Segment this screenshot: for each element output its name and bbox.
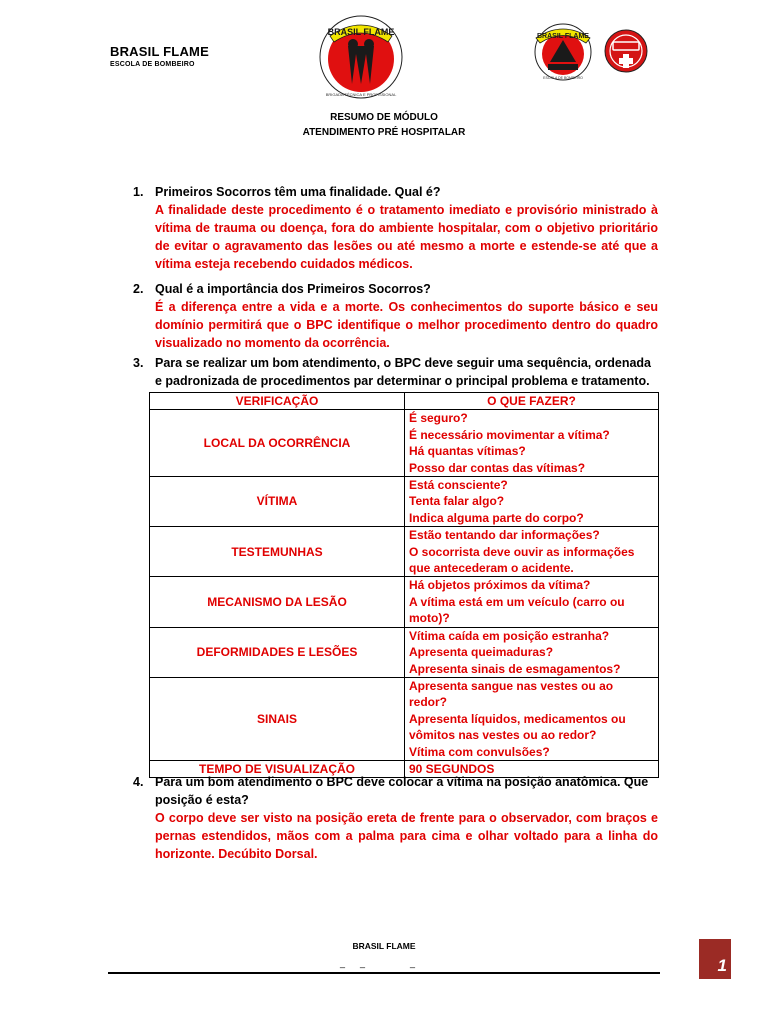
table-row: [150, 477, 659, 527]
row-item: Apresenta sangue nas vestes ou ao redor?: [409, 678, 614, 710]
row-item: Estão tentando dar informações?: [409, 528, 600, 543]
row-item: Apresenta queimaduras?: [409, 645, 554, 660]
table-header: O QUE FAZER?: [405, 393, 659, 410]
document-title-line2: ATENDIMENTO PRÉ HOSPITALAR: [302, 127, 466, 138]
table-header-row: [150, 393, 659, 410]
row-item: É seguro?: [409, 411, 468, 426]
question-text: Primeiros Socorros têm uma finalidade. Qual é?: [155, 185, 441, 199]
answer-text: O corpo deve ser visto na posição ereta de frente para o observador, com braços e pernas estendidos, mãos com a palma para cima e olhar voltado para a linha do horizonte. Decúbito Dorsal.: [155, 811, 658, 861]
table-row: [150, 677, 659, 760]
question-number: 3.: [133, 356, 144, 370]
row-items: [405, 410, 659, 477]
school-subtitle: ESCOLA DE BOMBEIRO: [110, 61, 195, 68]
brasil-flame-small-logo: [528, 22, 598, 82]
footer-divider: [108, 972, 660, 974]
brasil-flame-logo: [318, 14, 404, 100]
row-items: [405, 677, 659, 760]
page-number: 1: [717, 956, 727, 975]
row-items: [405, 527, 659, 577]
school-name: BRASIL FLAME: [110, 44, 209, 59]
row-item: A vítima está em um veículo (carro ou moto)?: [409, 594, 625, 626]
row-item: Está consciente?: [409, 478, 508, 493]
question-text: Para um bom atendimento o BPC deve colocar a vítima na posição anatômica. Que posição é esta?: [155, 775, 649, 807]
row-label: VÍTIMA: [150, 477, 405, 527]
question-text: Qual é a importância dos Primeiros Socorros?: [155, 282, 431, 296]
question-text: Para se realizar um bom atendimento, o BPC deve seguir uma sequência, ordenada e padronizada de procedimentos par determinar o principal problema e tratamento.: [155, 356, 651, 388]
row-item: Há quantas vítimas?: [409, 444, 526, 459]
row-item: É necessário movimentar a vítima?: [409, 427, 610, 442]
table-row: [150, 627, 659, 677]
row-items: [405, 577, 659, 627]
answer-text: É a diferença entre a vida e a morte. Os conhecimentos do suporte básico e seu domínio permitirá que o BPC identifique o melhor procedimento dentro do quadro visualizado no momento da ocorrência.: [155, 300, 658, 350]
question-3: [133, 354, 658, 390]
row-item: Vítima com convulsões?: [409, 744, 550, 759]
question-number: 2.: [133, 282, 144, 296]
question-2: [133, 280, 658, 352]
row-item: Vítima caída em posição estranha?: [409, 628, 610, 643]
row-item: Apresenta sinais de esmagamentos?: [409, 661, 621, 676]
question-1: [133, 183, 658, 273]
row-label: TESTEMUNHAS: [150, 527, 405, 577]
table-row: [150, 577, 659, 627]
row-item: Apresenta líquidos, medicamentos ou vômitos nas vestes ou ao redor?: [409, 711, 626, 743]
row-label: LOCAL DA OCORRÊNCIA: [150, 410, 405, 477]
verification-table: [149, 392, 659, 778]
row-item: Há objetos próximos da vítima?: [409, 578, 591, 593]
row-item: 90 SEGUNDOS: [409, 761, 495, 776]
question-number: 4.: [133, 775, 144, 789]
row-item: Tenta falar algo?: [409, 494, 505, 509]
page-number-box: [699, 939, 731, 979]
footer-title: BRASIL FLAME: [352, 941, 416, 951]
svg-text:BRASIL FLAME: BRASIL FLAME: [537, 33, 589, 40]
row-label: SINAIS: [150, 677, 405, 760]
row-label: TEMPO DE VISUALIZAÇÃO: [150, 760, 405, 777]
table-row: [150, 527, 659, 577]
table-row: [150, 410, 659, 477]
document-title-line1: RESUMO DE MÓDULO: [330, 112, 438, 123]
row-items: [405, 627, 659, 677]
row-item: Indica alguma parte do corpo?: [409, 510, 584, 525]
question-4: [133, 773, 658, 863]
row-label: DEFORMIDADES E LESÕES: [150, 627, 405, 677]
svg-text:BRIGADA TÉCNICA E PROFISSIONAL: BRIGADA TÉCNICA E PROFISSIONAL: [325, 92, 397, 97]
table-header: VERIFICAÇÃO: [150, 393, 405, 410]
footer-dashes: _ _ _: [340, 958, 416, 968]
row-items: [405, 477, 659, 527]
answer-text: A finalidade deste procedimento é o tratamento imediato e provisório ministrado à vítima de trauma ou doença, fora do ambiente hospitalar, com o objetivo prioritário de evitar o agravamento das lesões ou até mesmo a morte e estende-se até que a vítima esteja recebendo cuidados médicos.: [155, 203, 658, 271]
svg-text:ESCOLA DE BOMBEIRO: ESCOLA DE BOMBEIRO: [543, 76, 583, 80]
question-number: 1.: [133, 185, 144, 199]
row-item: Posso dar contas das vítimas?: [409, 460, 586, 475]
row-item: O socorrista deve ouvir as informações que antecederam o acidente.: [409, 544, 635, 576]
svg-text:BRASIL FLAME: BRASIL FLAME: [327, 27, 395, 37]
row-label: MECANISMO DA LESÃO: [150, 577, 405, 627]
first-aid-emblem: [604, 25, 648, 77]
